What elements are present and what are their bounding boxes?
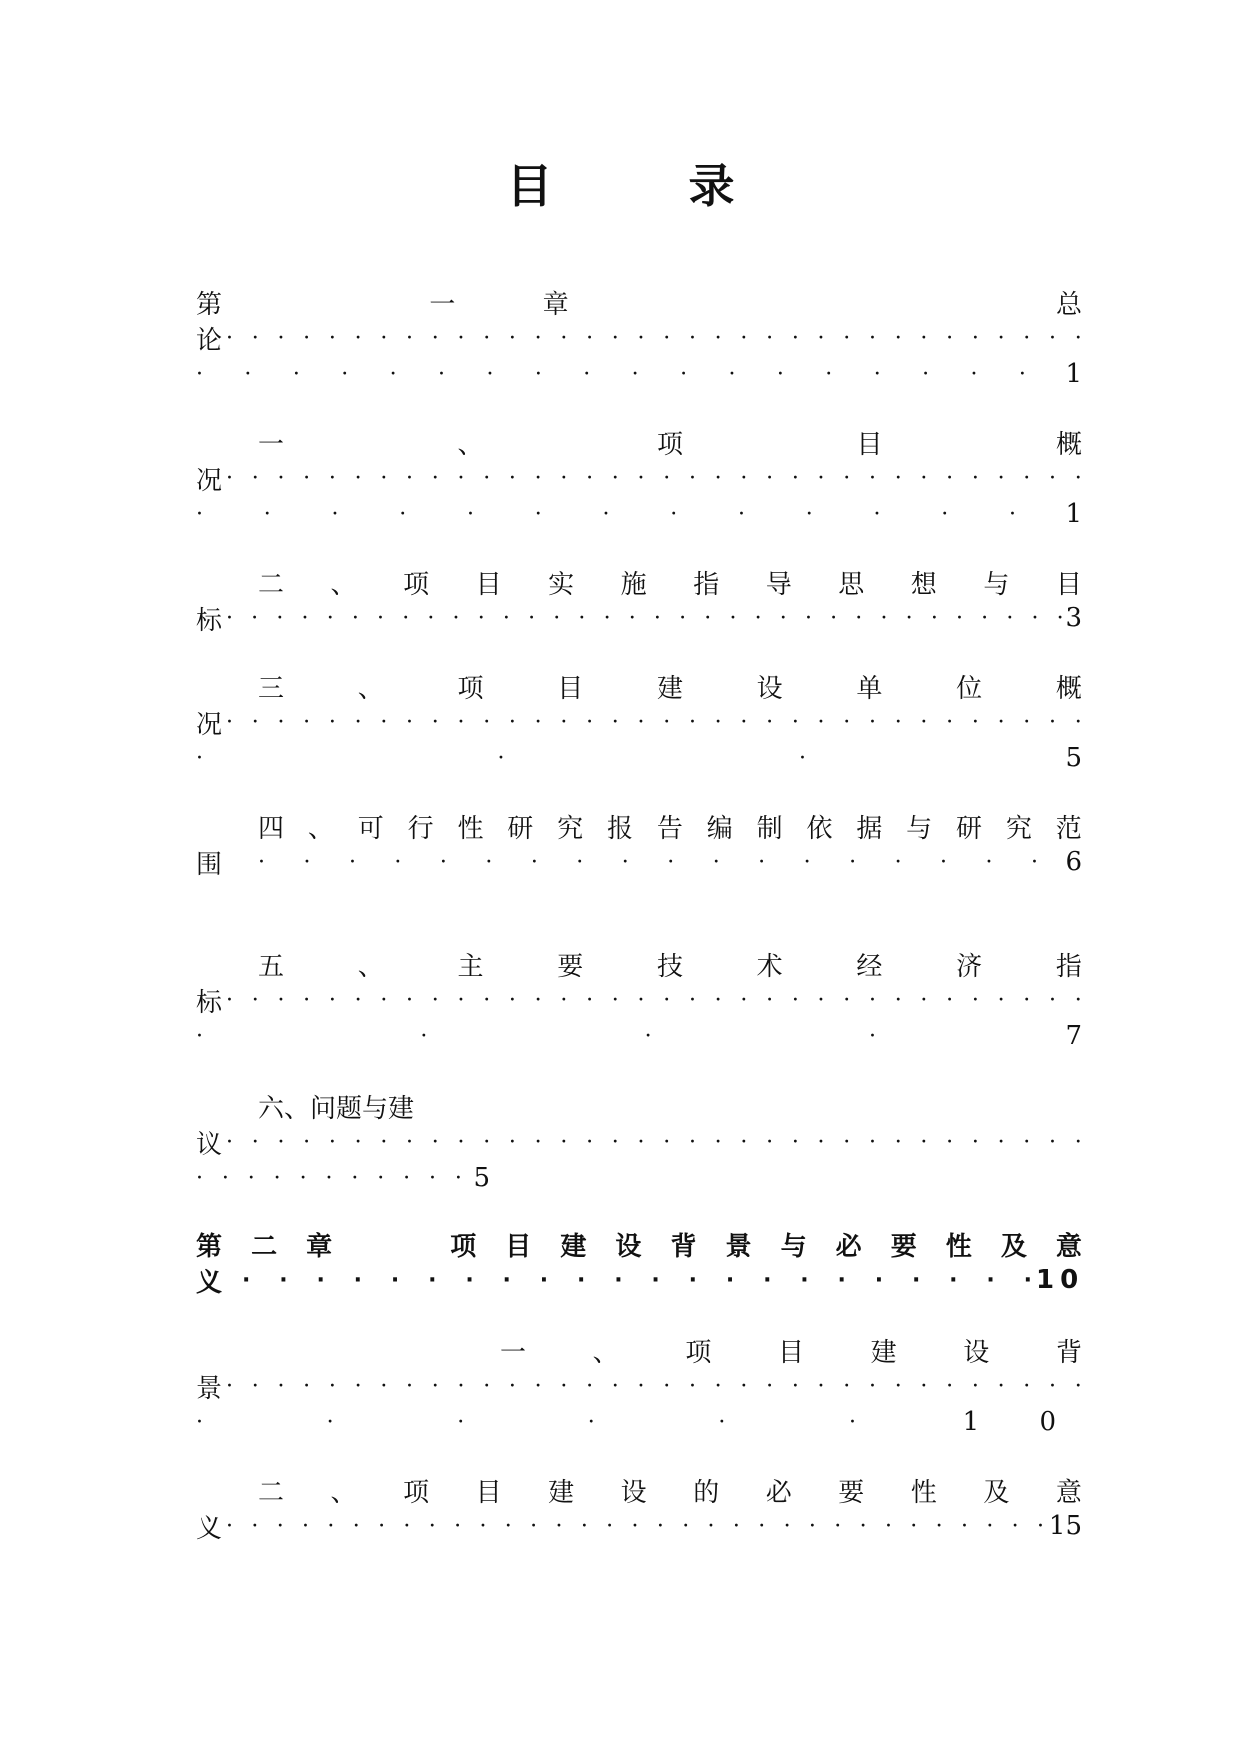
toc-char: 、 bbox=[457, 429, 484, 460]
toc-entry-2-2[interactable] bbox=[258, 1470, 1082, 1510]
toc-char: 要 bbox=[557, 951, 584, 982]
page-number: 1 0 bbox=[962, 1407, 1082, 1437]
toc-char: 二 bbox=[258, 1477, 285, 1508]
toc-char: 设 bbox=[963, 1337, 990, 1368]
toc-char: 设 bbox=[756, 673, 783, 704]
toc-char: 建 bbox=[656, 673, 683, 704]
page-number: 15 bbox=[1048, 1511, 1082, 1541]
toc-char: 一 bbox=[500, 1337, 527, 1368]
page-number: 10 bbox=[1036, 1265, 1085, 1295]
toc-char: 三 bbox=[258, 673, 285, 704]
toc-char: 项 bbox=[403, 569, 430, 600]
toc-char: 章 bbox=[542, 289, 569, 320]
leader-dots: · · · · · · · · · · · · · bbox=[196, 501, 1016, 527]
toc-char: 、 bbox=[307, 813, 334, 844]
toc-char: 第 bbox=[196, 289, 223, 320]
toc-char: 概 bbox=[1055, 429, 1082, 460]
toc-char: 义 bbox=[196, 1513, 223, 1544]
toc-char: 要 bbox=[890, 1231, 917, 1262]
toc-char: 、 bbox=[357, 951, 384, 982]
page-number: 5 bbox=[1065, 743, 1082, 773]
toc-char: 项 bbox=[403, 1477, 430, 1508]
page-title: 目 录 bbox=[506, 159, 795, 213]
toc-char: 要 bbox=[838, 1477, 865, 1508]
toc-char: 、 bbox=[592, 1337, 619, 1368]
toc-char: 四 bbox=[258, 813, 285, 844]
toc-char: 设 bbox=[615, 1231, 642, 1262]
toc-char: 及 bbox=[1000, 1231, 1027, 1262]
toc-char: 技 bbox=[656, 951, 683, 982]
leader-dots: · · · · · · · · · · · · · · · · · · · · · · · · · · · · · · · · · · bbox=[226, 987, 1082, 1013]
toc-char: 概 bbox=[1055, 673, 1082, 704]
toc-char: 实 bbox=[548, 569, 575, 600]
toc-char: 、 bbox=[357, 673, 384, 704]
toc-char: 标 bbox=[196, 605, 223, 636]
toc-char: 第 bbox=[196, 1231, 223, 1262]
toc-char: 施 bbox=[620, 569, 647, 600]
toc-char: 研 bbox=[956, 813, 983, 844]
toc-char: 、 bbox=[330, 1477, 357, 1508]
toc-entry-2-1[interactable] bbox=[500, 1330, 1082, 1370]
toc-char: 范 bbox=[1055, 813, 1082, 844]
toc-char: 背 bbox=[670, 1231, 697, 1262]
toc-char: 项 bbox=[685, 1337, 712, 1368]
leader-dots: · · · · · · · · · · · · · · · · · · · · · · · · · · · · · · · · · bbox=[226, 1513, 1044, 1539]
toc-char: 背 bbox=[1055, 1337, 1082, 1368]
toc-char: 必 bbox=[835, 1231, 862, 1262]
leader-dots: · · · · · · · · · · · · · · · · · · · · · · · · · · · · · · · · · · bbox=[226, 709, 1082, 735]
toc-char: 据 bbox=[856, 813, 883, 844]
toc-entry-1-1[interactable] bbox=[258, 422, 1082, 462]
toc-char: 与 bbox=[983, 569, 1010, 600]
toc-char: 目 bbox=[1055, 569, 1082, 600]
toc-char: 目 bbox=[475, 569, 502, 600]
leader-dots: · · · · · · · · · · · · · · · · · · · · · · · · · · · · · · · · · · bbox=[226, 325, 1082, 351]
toc-char: 研 bbox=[507, 813, 534, 844]
toc-char: 指 bbox=[1055, 951, 1082, 982]
toc-char: 目 bbox=[505, 1231, 532, 1262]
toc-char: 位 bbox=[956, 673, 983, 704]
leader-dots: · · · · · · · · · · · · · · · · · · · · · · · · · · · · · · · · · · bbox=[226, 605, 1064, 631]
toc-char: 建 bbox=[870, 1337, 897, 1368]
toc-char: 五 bbox=[258, 951, 285, 982]
toc-char: 目 bbox=[557, 673, 584, 704]
toc-entry-1-5[interactable] bbox=[258, 944, 1082, 984]
toc-char: 论 bbox=[196, 325, 223, 356]
leader-dots: · · · · bbox=[196, 1023, 876, 1049]
toc-char: 性 bbox=[910, 1477, 937, 1508]
toc-char: 章 bbox=[306, 1231, 333, 1262]
toc-char: 项 bbox=[457, 673, 484, 704]
toc-char: 目 bbox=[777, 1337, 804, 1368]
toc-text: 六、问题与建 bbox=[258, 1093, 415, 1124]
page-number: 1 bbox=[1065, 499, 1082, 529]
toc-char: 目 bbox=[475, 1477, 502, 1508]
page-number: 5 bbox=[473, 1163, 490, 1193]
toc-char: 可 bbox=[357, 813, 384, 844]
toc-char: 建 bbox=[560, 1231, 587, 1262]
toc-char: 编 bbox=[706, 813, 733, 844]
toc-entry-chapter-1[interactable] bbox=[196, 282, 1082, 322]
toc-char: 告 bbox=[656, 813, 683, 844]
toc-char: 意 bbox=[1055, 1231, 1082, 1262]
toc-char: 况 bbox=[196, 465, 223, 496]
toc-char: 设 bbox=[620, 1477, 647, 1508]
toc-char: 导 bbox=[765, 569, 792, 600]
toc-char: 与 bbox=[780, 1231, 807, 1262]
leader-dots: · · · · · · · · · · · · · · · · · · · · · · · · · · · · · · · · · · bbox=[226, 1129, 1082, 1155]
toc-char: 制 bbox=[756, 813, 783, 844]
toc-char: 依 bbox=[806, 813, 833, 844]
toc-entry-1-3[interactable] bbox=[258, 666, 1082, 706]
toc-char: 围 bbox=[196, 849, 223, 880]
toc-char: 必 bbox=[765, 1477, 792, 1508]
toc-char: 究 bbox=[557, 813, 584, 844]
toc-char: 况 bbox=[196, 709, 223, 740]
toc-char: 一 bbox=[429, 289, 456, 320]
toc-entry-1-2[interactable] bbox=[258, 562, 1082, 602]
toc-char: 想 bbox=[910, 569, 937, 600]
toc-char: 指 bbox=[693, 569, 720, 600]
toc-char: 与 bbox=[906, 813, 933, 844]
leader-dots: · · · · · · · · · · · · · · · · · · bbox=[196, 361, 1026, 387]
page-number: 7 bbox=[1065, 1021, 1082, 1051]
toc-char: 建 bbox=[548, 1477, 575, 1508]
toc-entry-1-6[interactable] bbox=[258, 1086, 658, 1126]
leader-dots: · · · · · · · · · · · · · · · · · · · · · · · · · · · · · · · · · · bbox=[226, 1373, 1082, 1399]
toc-char: 性 bbox=[457, 813, 484, 844]
toc-char: 二 bbox=[251, 1231, 278, 1262]
toc-char: 及 bbox=[983, 1477, 1010, 1508]
toc-char: 意 bbox=[1055, 1477, 1082, 1508]
toc-char: 性 bbox=[945, 1231, 972, 1262]
toc-char: 主 bbox=[457, 951, 484, 982]
toc-char: 的 bbox=[693, 1477, 720, 1508]
toc-char: 行 bbox=[407, 813, 434, 844]
toc-char: 义 bbox=[196, 1267, 223, 1298]
toc-char: 报 bbox=[607, 813, 634, 844]
toc-char: 景 bbox=[196, 1373, 223, 1404]
toc-char: 项 bbox=[656, 429, 683, 460]
leader-dots: · · · · · · · · · · · · · · · · · · · · · · bbox=[242, 1267, 1032, 1293]
page-number: 6 bbox=[1065, 847, 1082, 877]
toc-char: 济 bbox=[956, 951, 983, 982]
toc-char: 议 bbox=[196, 1129, 223, 1160]
toc-char: 景 bbox=[725, 1231, 752, 1262]
toc-char: 一 bbox=[258, 429, 285, 460]
leader-dots: · · · · · · · · · · · · · · · · · · · · · · · · · · · · · · · · · · bbox=[226, 465, 1082, 491]
toc-char: 项 bbox=[450, 1231, 477, 1262]
toc-char: 单 bbox=[856, 673, 883, 704]
toc-char: 总 bbox=[1055, 289, 1082, 320]
leader-dots: · · · · · · · · · · · · · · · · · · bbox=[258, 849, 1038, 875]
toc-char: 、 bbox=[330, 569, 357, 600]
toc-char: 标 bbox=[196, 987, 223, 1018]
toc-char: 目 bbox=[856, 429, 883, 460]
toc-char: 二 bbox=[258, 569, 285, 600]
leader-dots: · · · bbox=[196, 745, 806, 771]
page-number: 3 bbox=[1065, 603, 1082, 633]
toc-char: 术 bbox=[756, 951, 783, 982]
leader-dots: · · · · · · · · · · · bbox=[196, 1165, 462, 1191]
toc-entry-chapter-2[interactable] bbox=[196, 1224, 1082, 1264]
toc-char: 思 bbox=[838, 569, 865, 600]
leader-dots: · · · · · · bbox=[196, 1409, 856, 1435]
page-number: 1 bbox=[1065, 359, 1082, 389]
toc-entry-1-4[interactable] bbox=[258, 806, 1082, 846]
toc-char: 究 bbox=[1005, 813, 1032, 844]
toc-char: 经 bbox=[856, 951, 883, 982]
